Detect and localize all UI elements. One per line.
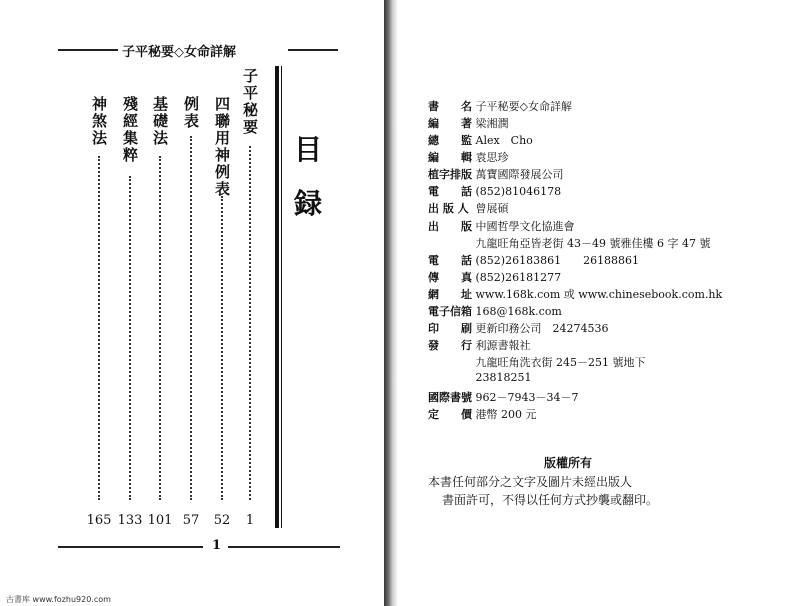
colophon-row bbox=[428, 269, 561, 285]
toc-entry-title: 四聯用神例表 bbox=[213, 96, 231, 198]
toc-leader-dots bbox=[98, 156, 100, 500]
header-rule-left bbox=[58, 49, 118, 51]
toc-leader-dots bbox=[129, 176, 131, 500]
colophon-value: (852)26181277 bbox=[475, 271, 562, 284]
colophon-value: (852)81046178 bbox=[475, 185, 562, 198]
page-folio: 1 bbox=[212, 538, 222, 553]
colophon-value: 子平秘要◇女命詳解 bbox=[475, 100, 572, 113]
colophon-label: 電子信箱 bbox=[428, 305, 472, 318]
toc-entry-page: 52 bbox=[213, 513, 231, 528]
toc-entry-title: 例表 bbox=[182, 96, 200, 130]
colophon-value: (852)26183861 26188861 bbox=[475, 254, 640, 267]
colophon-label: 印 刷 bbox=[428, 322, 472, 335]
colophon-value: 萬寶國際發展公司 bbox=[475, 168, 564, 181]
colophon-value: 九龍旺角洗衣街 245－251 號地下 bbox=[475, 356, 646, 369]
colophon-row bbox=[428, 235, 710, 251]
colophon-row bbox=[428, 132, 533, 148]
colophon-row bbox=[428, 218, 575, 234]
rights-title: 版權所有 bbox=[543, 456, 592, 470]
toc-leader-dots bbox=[159, 156, 161, 500]
toc-entry-title: 基礎法 bbox=[151, 96, 169, 147]
colophon-row bbox=[428, 98, 572, 114]
colophon-value: www.168k.com 或 www.chinesebook.com.hk bbox=[475, 288, 723, 301]
colophon-row bbox=[428, 200, 509, 216]
colophon-label: 國際書號 bbox=[428, 391, 472, 404]
running-header: 子平秘要◇女命詳解 bbox=[122, 45, 236, 60]
toc-frame-bar-thick bbox=[275, 66, 279, 528]
colophon-value: 168@168k.com bbox=[475, 305, 562, 318]
colophon-value: 九龍旺角亞皆老街 43－49 號雅佳樓 6 字 47 號 bbox=[475, 237, 711, 250]
colophon-row bbox=[428, 252, 639, 268]
toc-heading-mu: 目 bbox=[294, 133, 323, 166]
left-page bbox=[0, 0, 390, 606]
colophon-value: 曾展碩 bbox=[475, 202, 509, 215]
colophon-label: 電 話 bbox=[428, 254, 472, 267]
colophon-label: 出 版 人 bbox=[428, 202, 469, 215]
colophon-label: 出 版 bbox=[428, 220, 472, 233]
colophon-row bbox=[428, 389, 579, 405]
colophon-value: 23818251 bbox=[475, 371, 532, 384]
footer-rule-right bbox=[228, 546, 340, 548]
toc-entry-page: 57 bbox=[182, 513, 200, 528]
toc-entry-title: 子平秘要 bbox=[241, 68, 259, 136]
toc-entry-page: 133 bbox=[117, 513, 143, 528]
colophon-label: 傳 真 bbox=[428, 271, 472, 284]
colophon-row bbox=[428, 166, 564, 182]
header-rule-right bbox=[288, 49, 338, 51]
colophon-row bbox=[428, 303, 562, 319]
colophon-value: 港幣 200 元 bbox=[475, 408, 537, 421]
colophon-label: 發 行 bbox=[428, 339, 472, 352]
colophon-label: 網 址 bbox=[428, 288, 472, 301]
rights-line-1: 本書任何部分之文字及圖片未經出版人 bbox=[428, 475, 633, 489]
colophon-value: 中國哲學文化協進會 bbox=[475, 220, 575, 233]
toc-leader-dots bbox=[221, 196, 223, 500]
colophon-row bbox=[428, 183, 561, 199]
right-page bbox=[398, 0, 793, 606]
toc-entry-page: 101 bbox=[147, 513, 173, 528]
rights-line-2: 書面許可，不得以任何方式抄襲或翻印。 bbox=[442, 493, 659, 507]
colophon-label: 植字排版 bbox=[428, 168, 472, 181]
colophon-value: 梁湘潤 bbox=[475, 117, 509, 130]
colophon-value: 962－7943－34－7 bbox=[475, 391, 579, 404]
toc-entry-page: 1 bbox=[245, 513, 255, 528]
colophon-label: 電 話 bbox=[428, 185, 472, 198]
colophon-row bbox=[428, 286, 722, 302]
toc-leader-dots bbox=[190, 136, 192, 500]
toc-heading-lu: 録 bbox=[294, 187, 323, 220]
toc-leader-dots bbox=[249, 146, 251, 500]
colophon-row bbox=[428, 406, 537, 422]
colophon-label: 定 價 bbox=[428, 408, 472, 421]
scan-footer: 古書库 www.fozhu920.com bbox=[6, 595, 111, 604]
colophon-row bbox=[428, 149, 509, 165]
colophon-row bbox=[428, 115, 509, 131]
colophon-row bbox=[428, 320, 609, 336]
colophon-label: 書 名 bbox=[428, 100, 472, 113]
toc-frame-bar-thin bbox=[281, 66, 282, 528]
colophon-value: 利源書報社 bbox=[475, 339, 531, 352]
colophon-value: Alex Cho bbox=[475, 134, 533, 147]
colophon-row bbox=[428, 371, 532, 384]
colophon-label: 編 著 bbox=[428, 117, 472, 130]
book-gutter bbox=[384, 0, 398, 606]
colophon-value: 袁思珍 bbox=[475, 151, 509, 164]
colophon-label: 編 輯 bbox=[428, 151, 472, 164]
colophon-row bbox=[428, 354, 645, 370]
toc-entry-page: 165 bbox=[86, 513, 112, 528]
footer-rule-left bbox=[58, 546, 203, 548]
toc-entry-title: 殘經集粹 bbox=[121, 96, 139, 164]
colophon-label: 總 監 bbox=[428, 134, 472, 147]
toc-entry-title: 神煞法 bbox=[90, 96, 108, 147]
colophon-value: 更新印務公司 24274536 bbox=[475, 322, 609, 335]
colophon-row bbox=[428, 337, 531, 353]
